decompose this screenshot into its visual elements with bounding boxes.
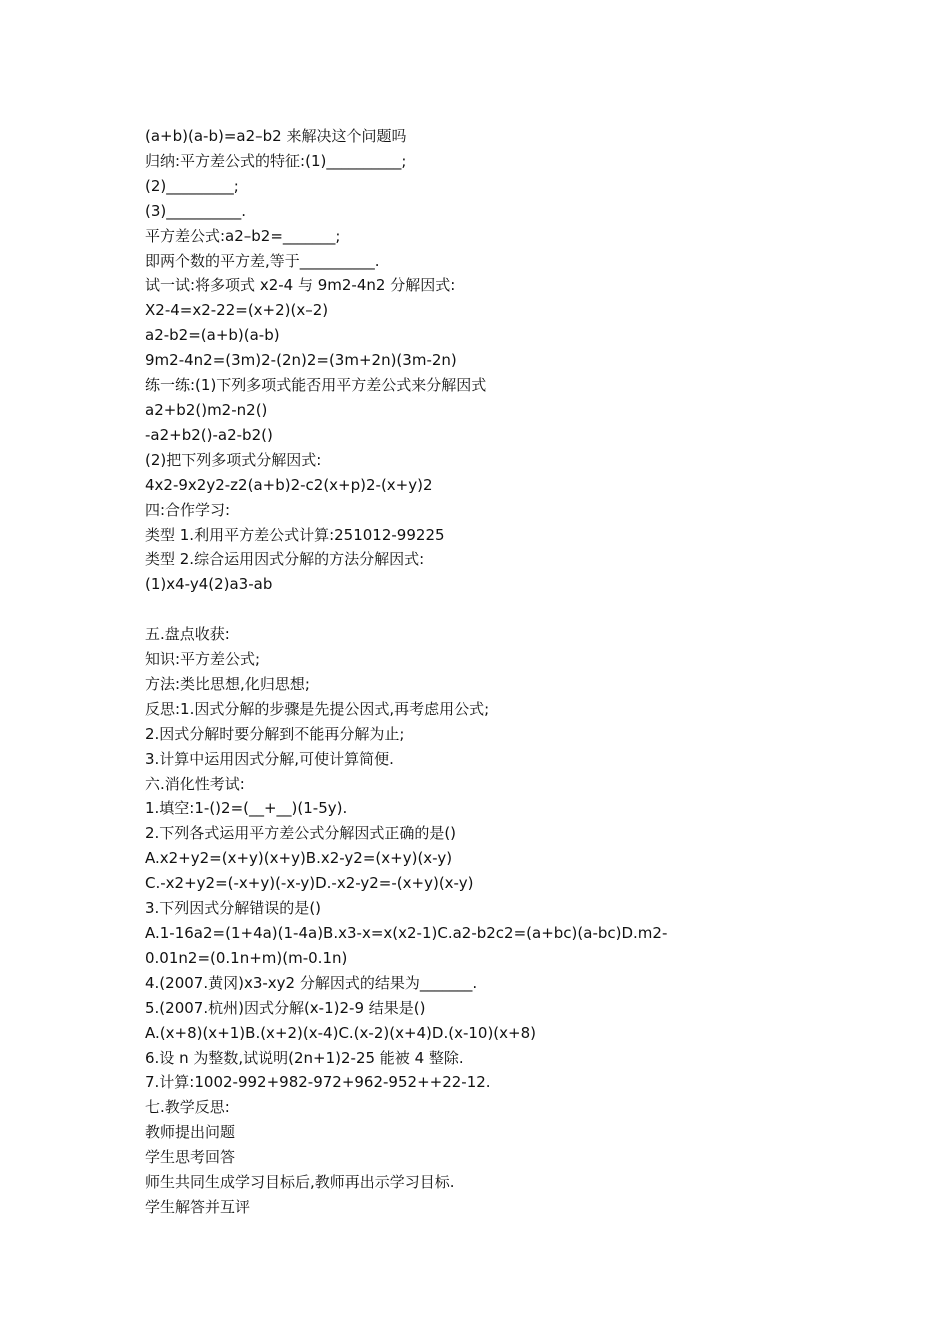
text-line: 类型 1.利用平方差公式计算:251012-99225 — [145, 525, 445, 544]
text-line: 学生解答并互评 — [145, 1197, 251, 1216]
text-line: A.x2+y2=(x+y)(x+y)B.x2-y2=(x+y)(x-y) — [145, 849, 453, 868]
text-line: 0.01n2=(0.1n+m)(m-0.1n) — [145, 948, 348, 967]
text-line: 3.下列因式分解错误的是() — [145, 899, 322, 918]
text-line: 平方差公式:a2–b2=_______; — [145, 226, 341, 245]
text-line: 4x2-9x2y2-z2(a+b)2-c2(x+p)2-(x+y)2 — [145, 475, 433, 494]
text-line: A.1-16a2=(1+4a)(1-4a)B.x3-x=x(x2-1)C.a2-b2c2=(a+bc)(a-bc)D.m2- — [145, 923, 668, 942]
text-line: (3)__________. — [145, 201, 247, 220]
text-line: 即两个数的平方差,等于__________. — [145, 251, 380, 270]
text-line: 知识:平方差公式; — [145, 650, 261, 669]
text-line: a2-b2=(a+b)(a-b) — [145, 326, 280, 345]
text-line: 1.填空:1-()2=(__+__)(1-5y). — [145, 799, 348, 818]
text-line: 3.计算中运用因式分解,可使计算简便. — [145, 749, 394, 768]
text-line: (1)x4-y4(2)a3-ab — [145, 575, 273, 594]
text-line: 教师提出问题 — [145, 1123, 236, 1142]
text-line: 反思:1.因式分解的步骤是先提公因式,再考虑用公式; — [145, 699, 490, 718]
text-line: 归纳:平方差公式的特征:(1)__________; — [145, 151, 407, 170]
text-line: 7.计算:1002-992+982-972+962-952++22-12. — [145, 1073, 491, 1092]
text-line: 练一练:(1)下列多项式能否用平方差公式来分解因式 — [145, 376, 487, 395]
text-line: 2.因式分解时要分解到不能再分解为止; — [145, 724, 405, 743]
text-line: 五.盘点收获: — [145, 625, 230, 644]
text-line: X2-4=x2-22=(x+2)(x–2) — [145, 301, 329, 320]
text-line: 9m2-4n2=(3m)2-(2n)2=(3m+2n)(3m-2n) — [145, 351, 457, 370]
text-line: 四:合作学习: — [145, 500, 231, 519]
text-line: A.(x+8)(x+1)B.(x+2)(x-4)C.(x-2)(x+4)D.(x-10)(x+8) — [145, 1023, 537, 1042]
text-line: 师生共同生成学习目标后,教师再出示学习目标. — [145, 1173, 455, 1192]
text-line: 5.(2007.杭州)因式分解(x-1)2-9 结果是() — [145, 998, 426, 1017]
text-line: C.-x2+y2=(-x+y)(-x-y)D.-x2-y2=-(x+y)(x-y) — [145, 874, 474, 893]
text-line: 六.消化性考试: — [145, 774, 245, 793]
text-line: 方法:类比思想,化归思想; — [145, 674, 310, 693]
text-line: (a+b)(a-b)=a2–b2 来解决这个问题吗 — [145, 127, 407, 145]
text-line: 学生思考回答 — [145, 1148, 236, 1167]
text-line: 6.设 n 为整数,试说明(2n+1)2-25 能被 4 整除. — [145, 1048, 464, 1067]
text-line: (2)_________; — [145, 176, 239, 195]
text-line: 2.下列各式运用平方差公式分解因式正确的是() — [145, 824, 457, 843]
document-body — [145, 124, 745, 1220]
text-line: 类型 2.综合运用因式分解的方法分解因式: — [145, 550, 425, 569]
text-line: 4.(2007.黄冈)x3-xy2 分解因式的结果为_______. — [145, 973, 478, 992]
text-line: 七.教学反思: — [145, 1098, 230, 1117]
text-line: a2+b2()m2-n2() — [145, 400, 268, 419]
text-line: 试一试:将多项式 x2-4 与 9m2-4n2 分解因式: — [145, 276, 456, 295]
blank-line — [145, 597, 745, 622]
text-line: -a2+b2()-a2-b2() — [145, 425, 273, 444]
text-line: (2)把下列多项式分解因式: — [145, 450, 322, 469]
